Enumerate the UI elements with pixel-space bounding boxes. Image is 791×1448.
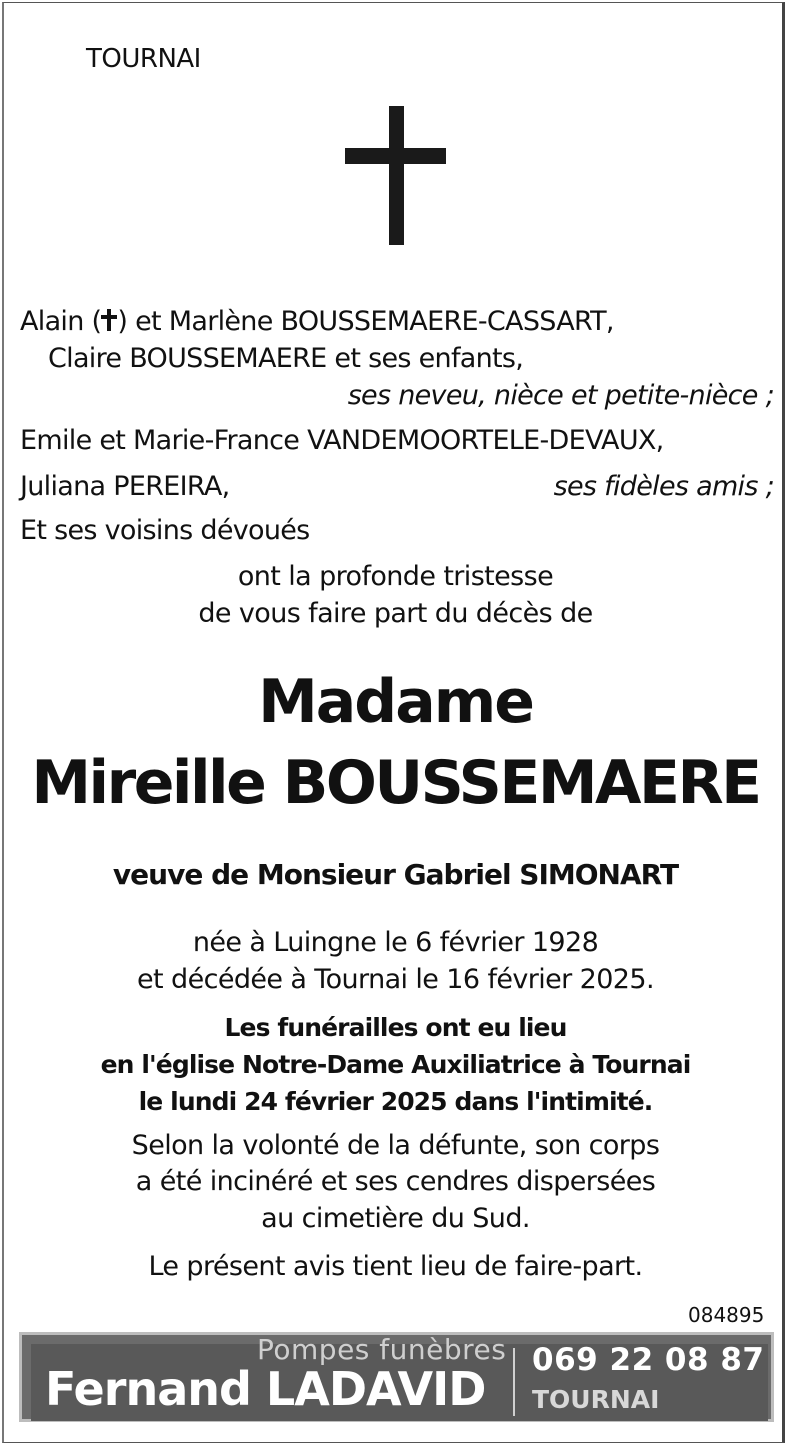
family-line-1 bbox=[20, 306, 614, 337]
announce-line-1: ont la profonde tristesse bbox=[237, 561, 554, 592]
family-line-4: Emile et Marie-France VANDEMOORTELE-DEVAUX, bbox=[20, 425, 664, 456]
notice-text: Le présent avis tient lieu de faire-part. bbox=[148, 1251, 643, 1282]
family-line-6: Et ses voisins dévoués bbox=[20, 515, 310, 546]
funeral-home-subtitle: Pompes funèbres bbox=[257, 1333, 507, 1366]
family-line-5-italic: ses fidèles amis ; bbox=[553, 471, 774, 502]
funeral-line-2: en l'église Notre-Dame Auxiliatrice à Tournai bbox=[100, 1050, 691, 1079]
cross-icon-bar bbox=[345, 148, 446, 164]
header-town: TOURNAI bbox=[86, 44, 201, 74]
family-line-1-start: Alain ( bbox=[20, 306, 102, 337]
funeral-line-3: le lundi 24 février 2025 dans l'intimité. bbox=[138, 1087, 653, 1116]
deceased-name: Mireille BOUSSEMAERE bbox=[31, 748, 760, 818]
funeral-line-1: Les funérailles ont eu lieu bbox=[224, 1013, 567, 1042]
cross-icon bbox=[389, 106, 404, 245]
family-line-5: Juliana PEREIRA, bbox=[20, 471, 230, 502]
wishes-line-1: Selon la volonté de la défunte, son corps bbox=[131, 1130, 660, 1161]
small-cross-icon bbox=[101, 309, 117, 331]
banner-divider bbox=[513, 1348, 515, 1416]
funeral-home-name: Fernand LADAVID bbox=[45, 1362, 486, 1416]
funeral-home-phone: 069 22 08 87 bbox=[532, 1342, 765, 1378]
birth-date: née à Luingne le 6 février 1928 bbox=[192, 927, 599, 958]
family-line-3: ses neveu, nièce et petite-nièce ; bbox=[347, 380, 774, 411]
reference-number: 084895 bbox=[688, 1303, 765, 1327]
announce-line-2: de vous faire part du décès de bbox=[198, 598, 593, 629]
deceased-widow: veuve de Monsieur Gabriel SIMONART bbox=[112, 858, 679, 891]
wishes-line-3: au cimetière du Sud. bbox=[261, 1203, 530, 1234]
family-line-2: Claire BOUSSEMAERE et ses enfants, bbox=[48, 343, 524, 374]
funeral-home-city: TOURNAI bbox=[532, 1385, 660, 1414]
family-line-1-end: ) et Marlène BOUSSEMAERE-CASSART, bbox=[117, 306, 614, 337]
deceased-title: Madame bbox=[258, 667, 533, 737]
death-date: et décédée à Tournai le 16 février 2025. bbox=[137, 964, 654, 995]
wishes-line-2: a été incinéré et ses cendres dispersées bbox=[135, 1166, 656, 1197]
